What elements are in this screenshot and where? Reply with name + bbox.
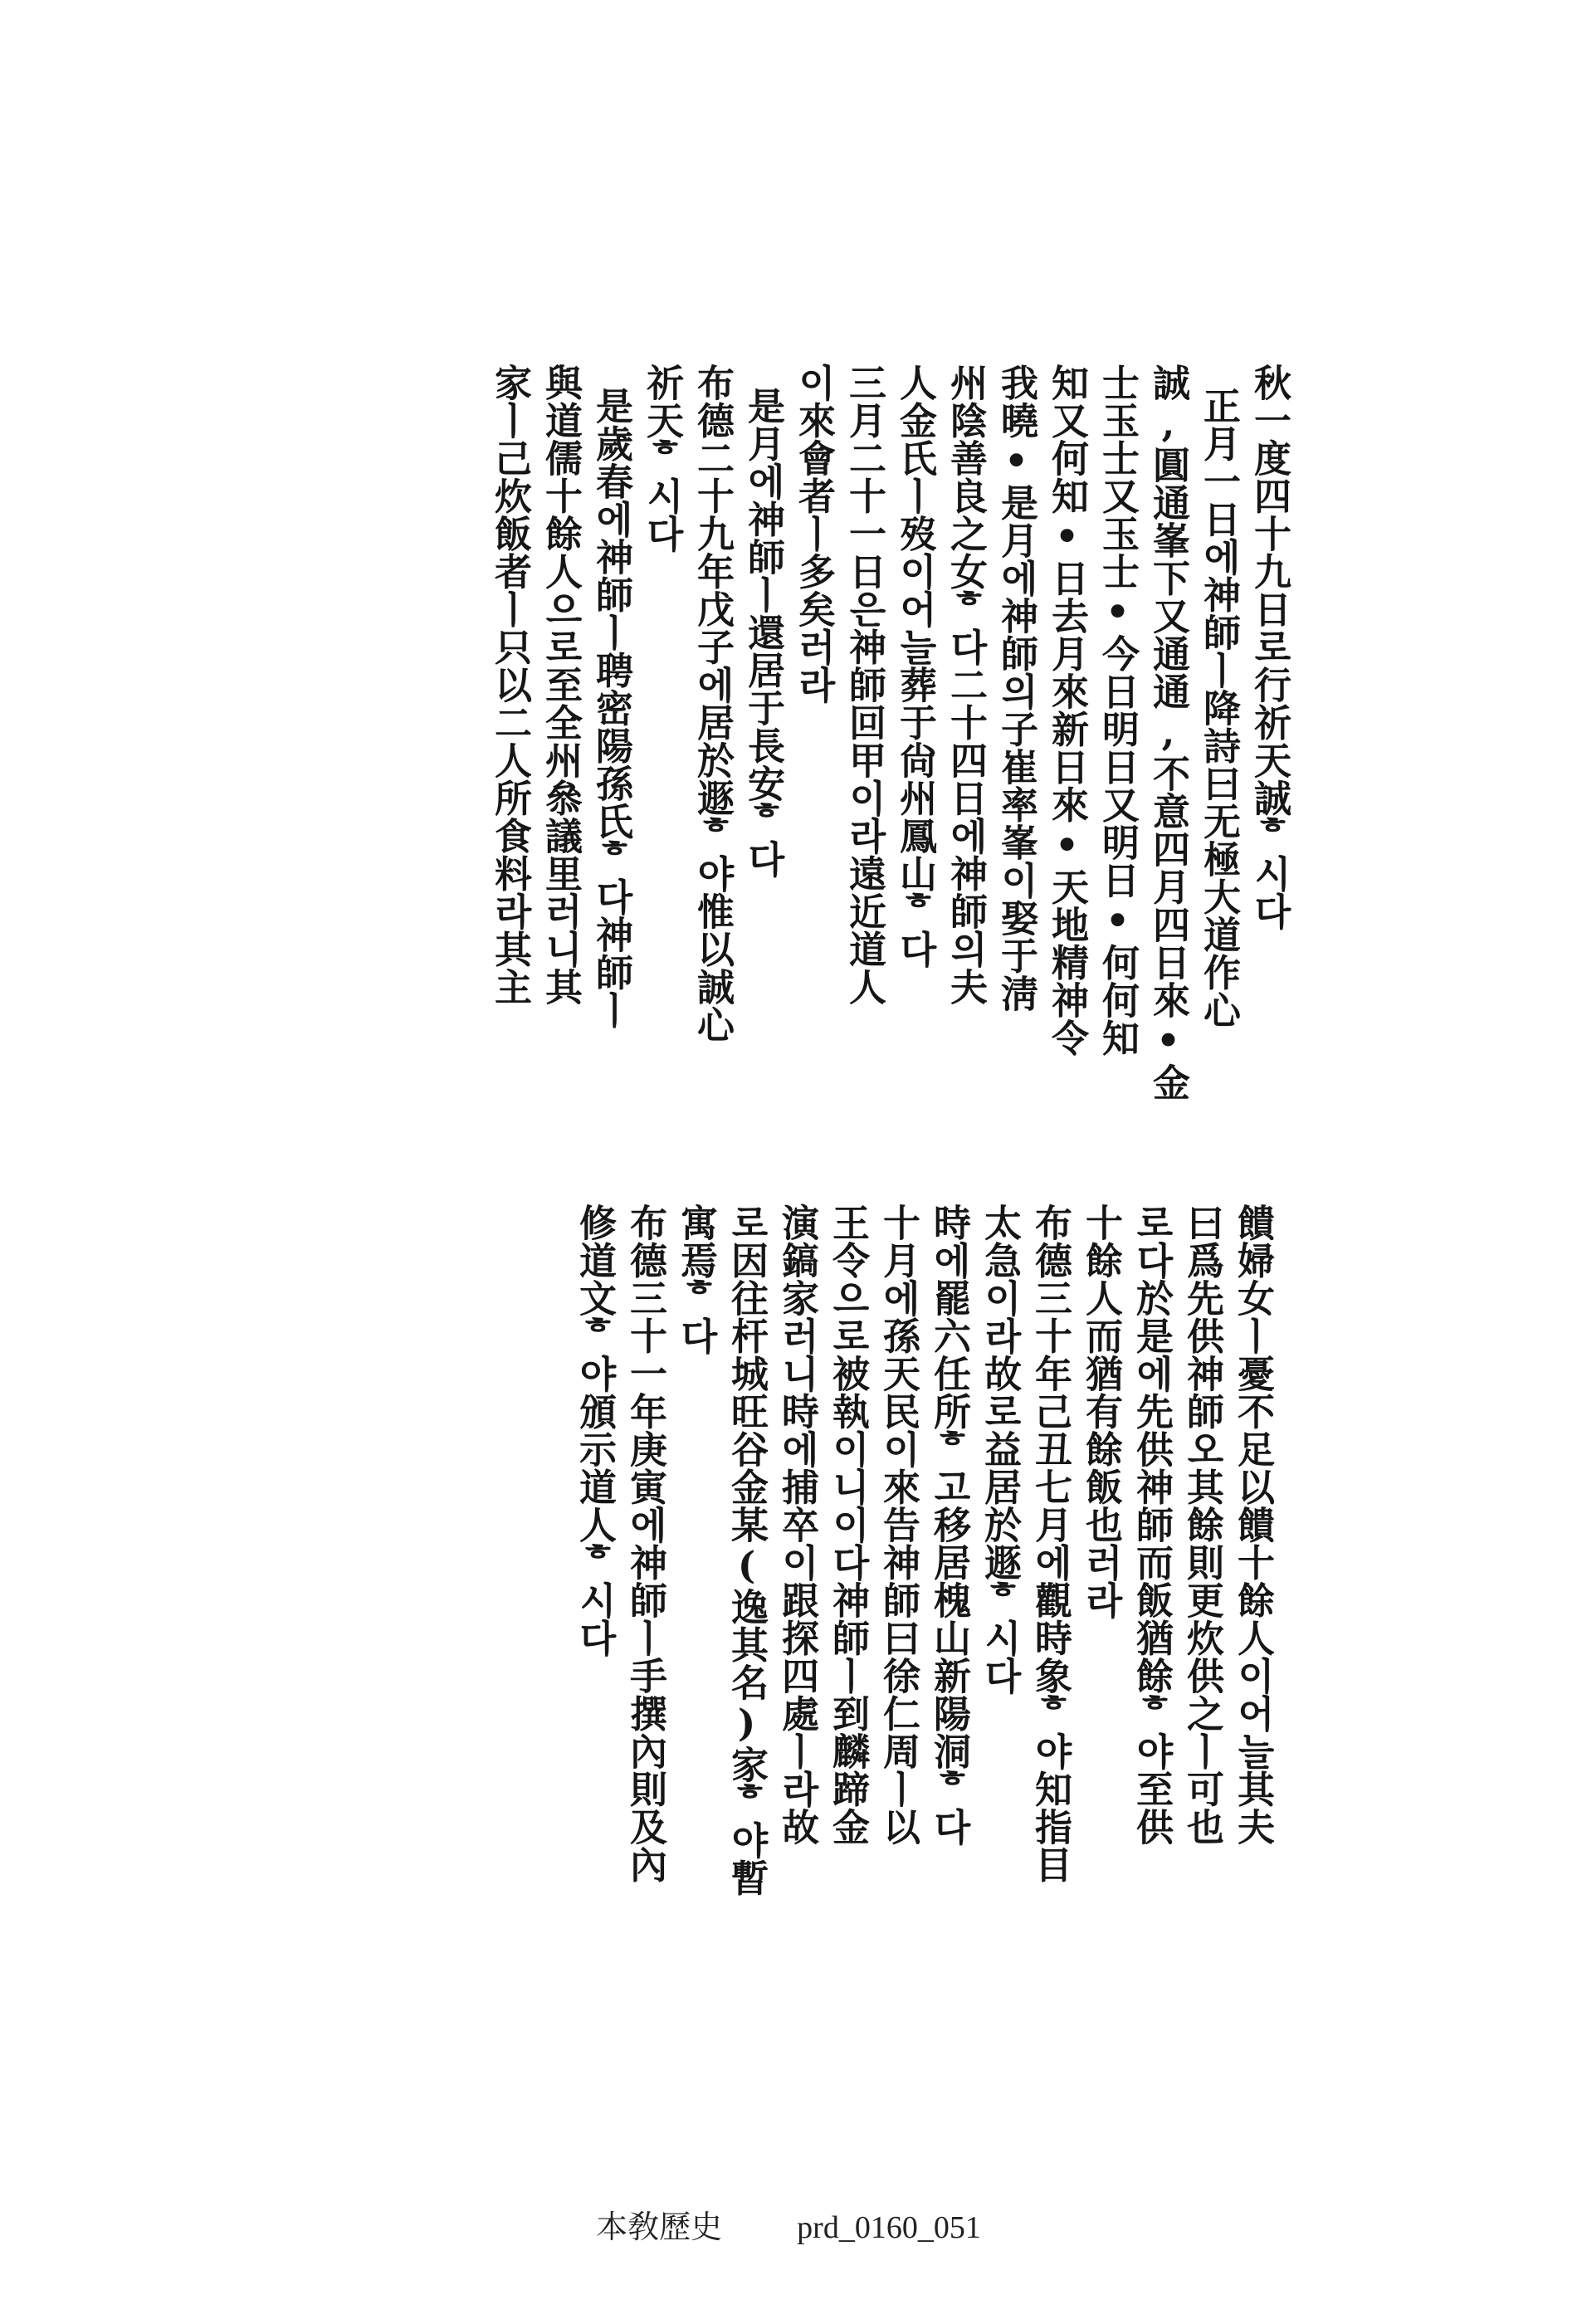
text-column: 人金氏ㅣ歿이어늘葬于尙州鳳山ᄒ다 xyxy=(893,364,937,968)
text-column: 曰爲先供神師오其餘則更炊供之ㅣ可也 xyxy=(1180,1204,1224,1846)
text-column: 로因往杆城旺谷金某(逸其名)家ᄒ야暫 xyxy=(725,1204,769,1897)
text-column: 三月二十一日은神師回甲이라遠近道人 xyxy=(842,364,886,1006)
text-column: 家ㅣ己炊飯者ㅣ只以二人所食料라其主 xyxy=(488,364,532,1006)
text-column: 十餘人而猶有餘飯也러라 xyxy=(1079,1204,1123,1619)
text-column: 正月一日에神師ㅣ降詩曰无極大道作心 xyxy=(1197,387,1241,1029)
text-column: 秋一度四十九日로行祈天誠ᄒ시다 xyxy=(1247,364,1291,930)
text-column: 是月에神師ㅣ還居于長安ᄒ다 xyxy=(741,387,785,878)
text-column: 州陰善良之女ᄒ다二十四日에神師의夫 xyxy=(944,364,988,1006)
text-column: 太急이라故로益居於遯ᄒ시다 xyxy=(978,1204,1022,1695)
page-footer xyxy=(0,2201,1577,2247)
text-column: 演鎬家러니時에捕卒이跟探四處ㅣ라故 xyxy=(775,1204,819,1846)
text-column: 時에罷六任所ᄒ고移居槐山新陽洞ᄒ다 xyxy=(927,1204,971,1846)
book-title: 本敎歷史 xyxy=(596,2210,723,2245)
text-column: 知又何知•日去月來新日來•天地精神令 xyxy=(1045,364,1089,1057)
text-column: 誠,圓通峯下又通通,不意四月四日來•金 xyxy=(1146,364,1190,1101)
text-column: 祈天ᄒ시다 xyxy=(640,364,684,553)
text-column: 布德三十一年庚寅에神師ㅣ手撰內則及內 xyxy=(623,1204,667,1883)
text-column: 이來會者ㅣ多矣러라 xyxy=(792,364,836,704)
text-column: 王令으로被執이니이다神師ㅣ到麟蹄金 xyxy=(826,1204,870,1846)
text-column: 與道儒十餘人으로至全州叅議里러니其 xyxy=(539,364,583,1006)
lower-text-block xyxy=(569,1204,1278,2000)
text-column: 修道文ᄒ야頒示道人ᄒ시다 xyxy=(573,1204,617,1657)
text-column: 布德三十年己丑七月에觀時象ᄒ야知指目 xyxy=(1028,1204,1072,1883)
page-identifier: prd_0160_051 xyxy=(797,2210,981,2245)
text-column: 로다於是에先供神師而飯猶餘ᄒ야至供 xyxy=(1130,1204,1174,1846)
text-column: 我曉•是月에神師의子崔率峯이娶于淸 xyxy=(994,364,1038,1013)
upper-text-block xyxy=(485,364,1295,1160)
text-column: 是歲春에神師ㅣ聘密陽孫氏ᄒ다神師ㅣ xyxy=(589,387,633,1029)
text-column: 饋婦女ㅣ憂不足以饋十餘人이어늘其夫 xyxy=(1231,1204,1275,1846)
text-column: 布德二十九年戊子에居於遯ᄒ야惟以誠心 xyxy=(691,364,735,1043)
text-column: 十月에孫天民이來告神師曰徐仁周ㅣ以 xyxy=(876,1204,920,1846)
text-column: 寓焉ᄒ다 xyxy=(674,1204,718,1355)
text-column: 士玉士又玉士•今日明日又明日•何何知 xyxy=(1096,364,1140,1057)
